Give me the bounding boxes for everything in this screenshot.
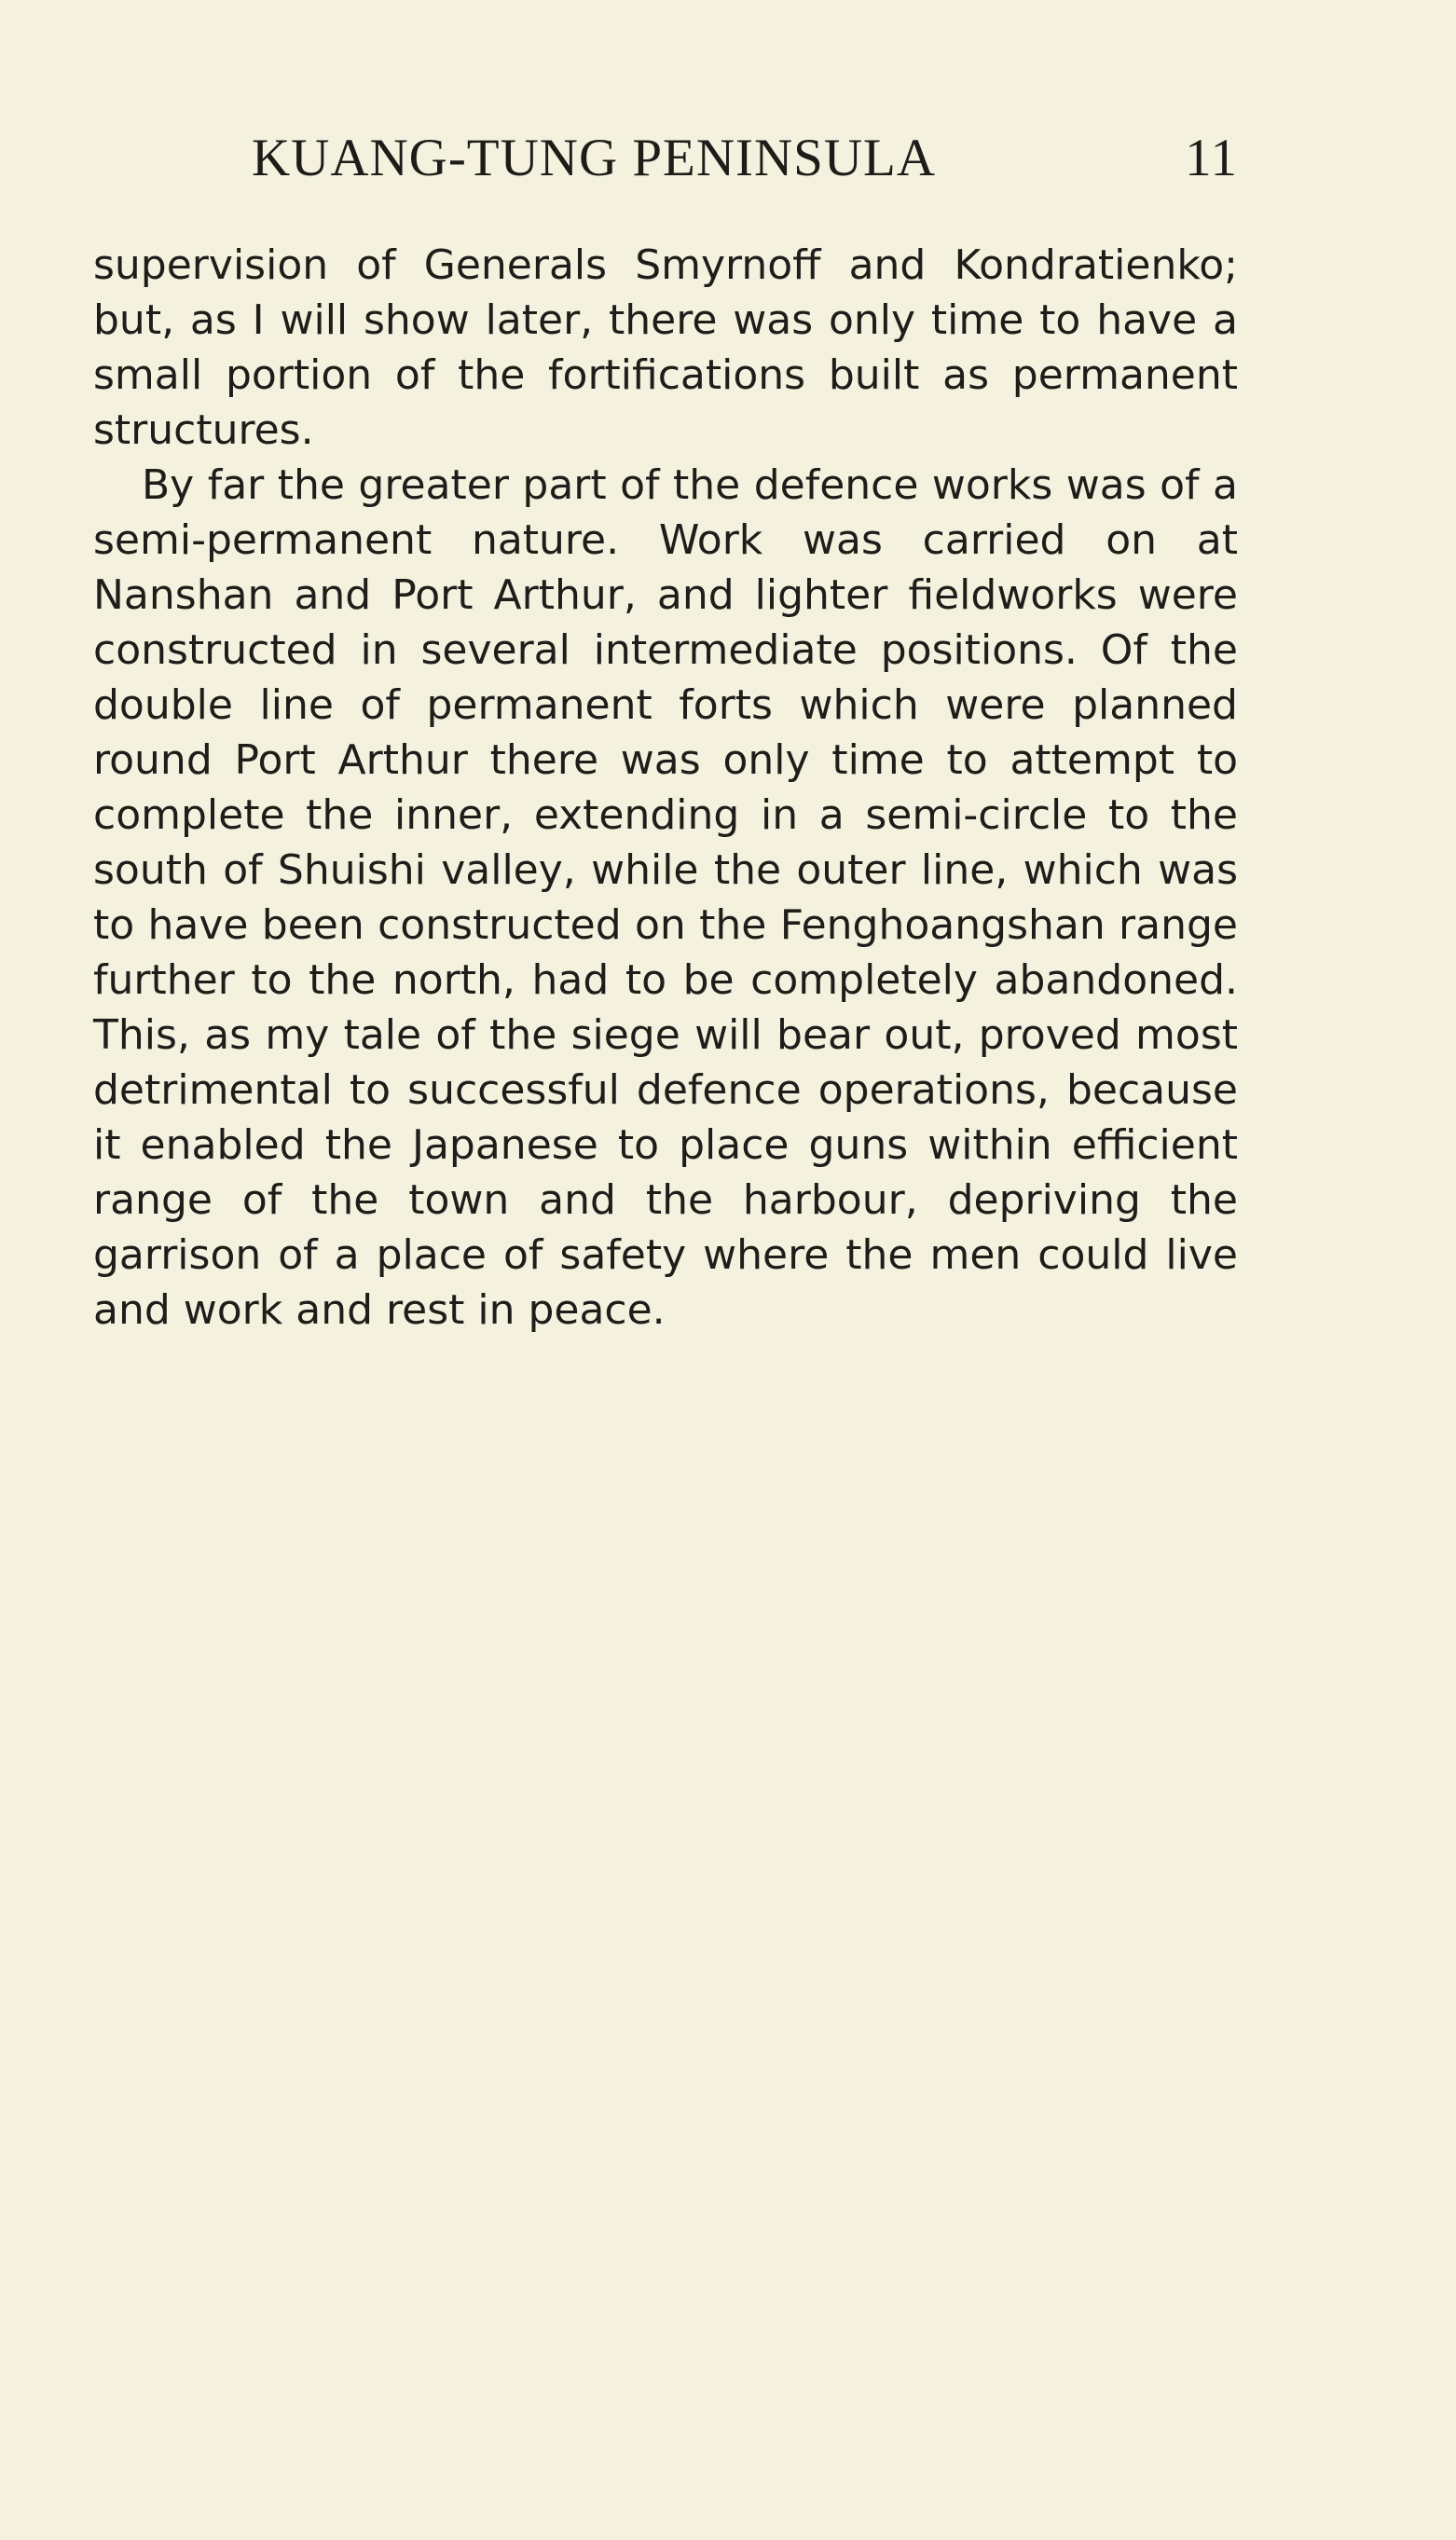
page-header xyxy=(93,121,1238,196)
body-text xyxy=(93,238,1238,1338)
running-head: KUANG-TUNG PENINSULA xyxy=(252,129,937,187)
paragraph-1: supervision of Generals Smyrnoff and Kondratienko; but, as I will show later, there was only time to have a small portion of the fortifications built as permanent structures. xyxy=(93,241,1238,454)
paragraph-2: By far the greater part of the defence works was of a semi-permanent nature. Work was carried on at Nanshan and Port Arthur, and lighter fieldworks were constructed in several intermediate positions. Of the double line of permanent forts which were planned round Port Arthur there was only time to attempt to complete the inner, extending in a semi-circle to the south of Shuishi valley, while the outer line, which was to have been constructed on the Fenghoangshan range further to the north, had to be completely abandoned. This, as my tale of the siege will bear out, proved most detrimental to successful defence operations, because it enabled the Japanese to place guns within efficient range of the town and the harbour, depriving the garrison of a place of safety where the men could live and work and rest in peace. xyxy=(93,461,1238,1334)
page-number: 11 xyxy=(1185,129,1238,187)
